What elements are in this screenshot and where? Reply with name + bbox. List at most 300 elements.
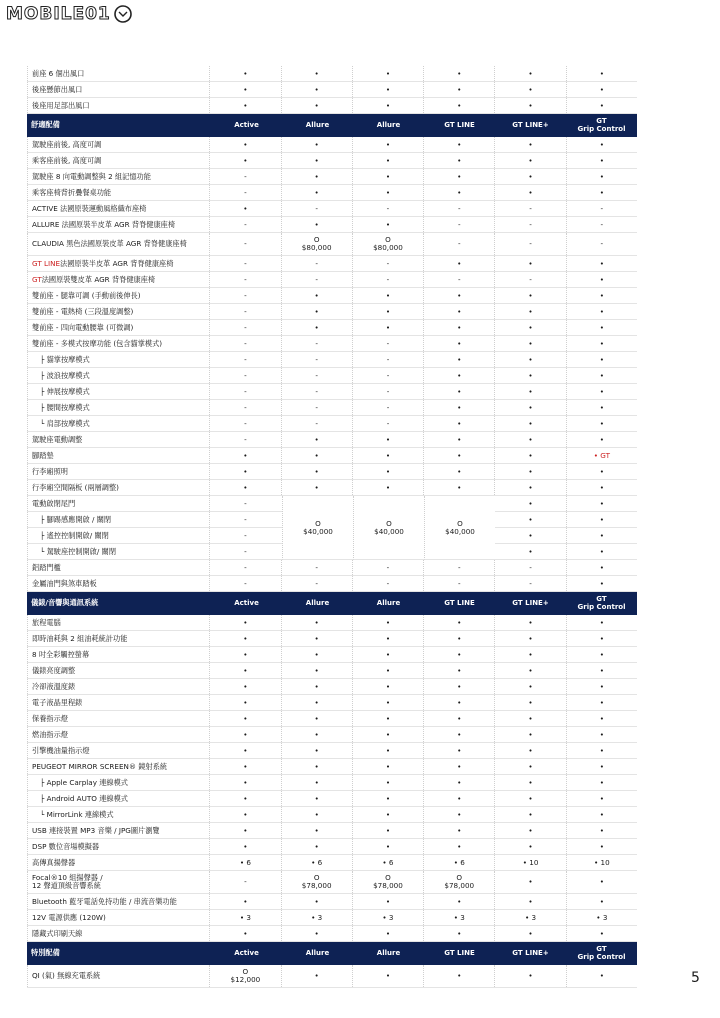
table-cell: • — [281, 288, 352, 303]
row-label — [27, 695, 209, 710]
table-cell: - — [209, 416, 280, 431]
table-cell: - — [281, 256, 352, 271]
row-label — [27, 631, 209, 646]
table-cell: • — [566, 352, 637, 367]
table-cell: • — [423, 839, 494, 854]
table-cell: • — [352, 320, 423, 335]
row-label — [27, 926, 209, 941]
table-cell: • — [352, 98, 423, 113]
table-row — [27, 464, 637, 480]
row-label-text: 隱藏式印刷天線 — [32, 928, 83, 938]
table-cell: - — [209, 432, 280, 447]
table-cell: • — [352, 217, 423, 232]
row-label-text: 後座懸節出風口 — [32, 84, 83, 94]
column-header: GT LINE+ — [512, 599, 549, 607]
page-number: 5 — [691, 970, 700, 986]
table-cell: • — [566, 775, 637, 790]
column-header: Allure — [376, 121, 401, 129]
row-label-text: 駕駛座前後, 高度可調 — [32, 139, 102, 149]
table-cell: • — [566, 512, 637, 527]
table-row — [27, 201, 637, 217]
table-cell: • — [566, 615, 637, 630]
table-cell: • GT — [566, 448, 637, 463]
table-cell: • — [423, 432, 494, 447]
table-cell: - — [494, 560, 565, 575]
row-label-text: 高傳真揚聲器 — [32, 857, 76, 867]
table-row — [27, 679, 637, 695]
table-cell: • — [494, 926, 565, 941]
row-label — [27, 98, 209, 113]
column-header: GT Grip Control — [577, 595, 626, 611]
table-cell: • — [566, 272, 637, 287]
table-cell: - — [209, 384, 280, 399]
table-cell: • — [566, 496, 637, 511]
row-label — [27, 201, 209, 216]
table-row — [27, 663, 637, 679]
table-row — [27, 400, 637, 416]
row-label-prefix: GT — [32, 274, 42, 284]
column-header: Active — [234, 599, 259, 607]
row-label-text: 8 吋全彩觸控螢幕 — [32, 649, 90, 659]
table-cell: • — [494, 647, 565, 662]
table-cell: • — [566, 256, 637, 271]
table-cell: • — [352, 480, 423, 495]
table-cell: • — [281, 663, 352, 678]
column-header: GT LINE — [444, 121, 475, 129]
table-cell: • — [352, 304, 423, 319]
table-cell: • — [352, 169, 423, 184]
table-cell: • — [423, 743, 494, 758]
table-cell: • — [281, 647, 352, 662]
table-cell: • — [566, 791, 637, 806]
table-cell: • — [494, 711, 565, 726]
table-cell: O $78,000 — [352, 871, 423, 893]
table-cell: - — [209, 272, 280, 287]
table-cell: • — [281, 153, 352, 168]
table-cell: • — [566, 759, 637, 774]
spec-table — [27, 66, 637, 988]
table-cell: • — [423, 823, 494, 838]
table-cell: • — [494, 320, 565, 335]
table-cell: • — [423, 384, 494, 399]
table-row — [27, 775, 637, 791]
table-row — [27, 871, 637, 894]
table-cell: - — [209, 304, 280, 319]
table-cell: - — [209, 185, 280, 200]
table-cell: • — [494, 66, 565, 81]
table-row — [27, 169, 637, 185]
row-label — [27, 169, 209, 184]
table-cell: • — [352, 759, 423, 774]
table-cell: • — [423, 894, 494, 909]
table-cell: - — [352, 576, 423, 591]
table-cell: • — [281, 217, 352, 232]
table-cell: - — [281, 368, 352, 383]
table-cell: • — [352, 663, 423, 678]
table-cell: • — [352, 288, 423, 303]
row-label-text: Bluetooth 藍牙電話免持功能 / 串流音樂功能 — [32, 896, 177, 906]
table-cell: • — [566, 807, 637, 822]
table-cell: • — [566, 528, 637, 543]
table-cell: • — [494, 185, 565, 200]
table-row — [27, 416, 637, 432]
row-label — [27, 448, 209, 463]
table-cell: • — [423, 256, 494, 271]
table-cell: • — [209, 727, 280, 742]
table-cell: • — [423, 791, 494, 806]
table-cell: - — [281, 352, 352, 367]
table-cell: • — [566, 544, 637, 559]
column-header: GT LINE — [444, 949, 475, 957]
row-label — [27, 791, 209, 806]
table-cell: O $78,000 — [281, 871, 352, 893]
row-label-text: 儀錶亮度調整 — [32, 665, 76, 675]
table-row — [27, 217, 637, 233]
table-cell: • — [423, 137, 494, 152]
table-cell: - — [281, 201, 352, 216]
section-header — [27, 592, 637, 615]
table-cell: • — [352, 823, 423, 838]
table-cell: • — [566, 727, 637, 742]
table-cell: • — [352, 695, 423, 710]
column-header: Allure — [376, 599, 401, 607]
table-cell: - — [281, 560, 352, 575]
table-cell: • — [209, 743, 280, 758]
row-label-text: 後座用足部出風口 — [32, 100, 90, 110]
table-cell: • — [494, 496, 565, 511]
row-label — [27, 464, 209, 479]
table-cell: • — [209, 807, 280, 822]
column-header: Allure — [305, 121, 330, 129]
table-cell: • — [566, 169, 637, 184]
table-cell: • — [494, 448, 565, 463]
table-cell: • — [209, 823, 280, 838]
row-label-text: ├ 貓掌按摩模式 — [40, 354, 90, 364]
table-cell: • — [209, 695, 280, 710]
table-row — [27, 448, 637, 464]
table-cell: • — [281, 320, 352, 335]
table-cell: • — [566, 894, 637, 909]
column-header: Allure — [305, 949, 330, 957]
table-cell: • — [423, 153, 494, 168]
table-row — [27, 615, 637, 631]
row-label — [27, 807, 209, 822]
row-label-text: 行李廂照明 — [32, 466, 68, 476]
row-label — [27, 432, 209, 447]
table-cell: - — [352, 256, 423, 271]
table-cell: • — [209, 759, 280, 774]
table-cell: • — [352, 82, 423, 97]
table-cell: • — [494, 807, 565, 822]
table-cell: - — [423, 576, 494, 591]
table-cell: • — [281, 894, 352, 909]
row-label — [27, 711, 209, 726]
table-cell: • 3 — [281, 910, 352, 925]
row-label — [27, 352, 209, 367]
table-row — [27, 256, 637, 272]
table-cell: • — [494, 871, 565, 893]
row-label — [27, 679, 209, 694]
row-label-text: 鋁踏門檻 — [32, 562, 61, 572]
table-cell: • — [281, 185, 352, 200]
table-cell: • — [494, 839, 565, 854]
table-row — [27, 894, 637, 910]
row-label — [27, 727, 209, 742]
row-label-text: ├ 遙控控制開啟/ 關閉 — [40, 530, 109, 540]
row-label-text: 雙前座 - 四向電動腰靠 (可微調) — [32, 322, 134, 332]
table-cell: • — [494, 512, 565, 527]
table-cell: • — [566, 926, 637, 941]
row-label-text: 金屬油門與煞車踏板 — [32, 578, 97, 588]
table-cell: • — [566, 663, 637, 678]
table-row — [27, 560, 637, 576]
column-header: GT LINE — [444, 599, 475, 607]
table-cell: • 10 — [494, 855, 565, 870]
row-label — [27, 839, 209, 854]
table-cell: • — [494, 695, 565, 710]
table-cell: • — [494, 615, 565, 630]
table-cell: • — [209, 663, 280, 678]
table-cell: • — [494, 663, 565, 678]
table-cell: - — [281, 416, 352, 431]
row-label-text: 腳踏墊 — [32, 450, 54, 460]
table-cell: • — [209, 82, 280, 97]
row-label — [27, 496, 209, 511]
table-cell: • — [281, 66, 352, 81]
table-cell: • — [352, 448, 423, 463]
merged-option-cell: O $40,000 — [424, 496, 495, 560]
table-cell: - — [209, 871, 280, 893]
table-cell: - — [281, 384, 352, 399]
table-cell: • — [566, 871, 637, 893]
table-cell: • — [423, 807, 494, 822]
table-cell: • — [494, 791, 565, 806]
table-cell: • 6 — [209, 855, 280, 870]
row-label-text: 前座 6 個出風口 — [32, 68, 85, 78]
table-cell: - — [352, 416, 423, 431]
row-label-text: DSP 數位音場模擬器 — [32, 841, 100, 851]
table-cell: • — [352, 679, 423, 694]
table-cell: • — [566, 66, 637, 81]
table-cell: • — [281, 615, 352, 630]
table-cell: - — [352, 272, 423, 287]
table-cell: • — [281, 743, 352, 758]
row-label-text: ├ 波浪按摩模式 — [40, 370, 90, 380]
table-cell: • — [494, 965, 565, 987]
table-cell: • — [423, 480, 494, 495]
table-cell: • — [209, 791, 280, 806]
table-cell: • — [209, 66, 280, 81]
table-row — [27, 807, 637, 823]
table-cell: • — [352, 66, 423, 81]
row-label-text: ├ 腳踢感應開啟 / 關閉 — [40, 514, 112, 524]
table-cell: • — [352, 791, 423, 806]
table-row — [27, 185, 637, 201]
table-cell: • — [423, 775, 494, 790]
table-cell: • — [281, 464, 352, 479]
table-cell: • — [566, 98, 637, 113]
table-row — [27, 137, 637, 153]
table-cell: • 10 — [566, 855, 637, 870]
row-label-text: └ 肩部按摩模式 — [40, 418, 90, 428]
row-label — [27, 512, 209, 527]
table-row — [27, 368, 637, 384]
row-label — [27, 775, 209, 790]
table-row — [27, 910, 637, 926]
table-cell: • — [352, 727, 423, 742]
table-cell: • — [566, 304, 637, 319]
table-cell: - — [281, 576, 352, 591]
table-cell: • — [209, 647, 280, 662]
table-cell: - — [494, 217, 565, 232]
table-cell: • — [352, 926, 423, 941]
table-cell: • — [423, 631, 494, 646]
table-cell: • — [281, 432, 352, 447]
table-cell: • — [494, 384, 565, 399]
table-cell: • — [566, 320, 637, 335]
table-cell: • — [281, 759, 352, 774]
table-cell: O $12,000 — [209, 965, 280, 987]
table-cell: • — [566, 400, 637, 415]
row-label-text: ├ 伸展按摩模式 — [40, 386, 90, 396]
table-row — [27, 727, 637, 743]
row-label-prefix: GT LINE — [32, 258, 61, 268]
table-cell: • — [494, 288, 565, 303]
table-cell: • — [494, 336, 565, 351]
table-cell: • — [494, 416, 565, 431]
row-label — [27, 400, 209, 415]
row-label — [27, 894, 209, 909]
table-cell: • — [209, 201, 280, 216]
table-cell: - — [423, 217, 494, 232]
table-cell: • — [352, 153, 423, 168]
table-cell: • — [281, 791, 352, 806]
row-label — [27, 416, 209, 431]
row-label — [27, 576, 209, 591]
row-label — [27, 560, 209, 575]
row-label — [27, 153, 209, 168]
row-label — [27, 528, 209, 543]
table-cell: • — [494, 256, 565, 271]
table-cell: • — [423, 711, 494, 726]
table-cell: • — [423, 304, 494, 319]
table-cell: • — [281, 304, 352, 319]
table-cell: • — [566, 823, 637, 838]
table-cell: • — [566, 368, 637, 383]
row-label — [27, 663, 209, 678]
table-cell: • — [423, 448, 494, 463]
row-label-text: QI (氣) 無線充電系統 — [32, 971, 101, 980]
table-cell: • — [423, 82, 494, 97]
row-label-text: 引擎機油量指示燈 — [32, 745, 90, 755]
table-cell: • — [566, 384, 637, 399]
table-row — [27, 759, 637, 775]
table-cell: • — [281, 631, 352, 646]
section-header — [27, 114, 637, 137]
table-cell: - — [352, 560, 423, 575]
table-cell: - — [352, 352, 423, 367]
table-cell: - — [209, 288, 280, 303]
row-label-text: └ 駕駛座控制開啟/ 關閉 — [40, 546, 117, 556]
table-cell: • — [566, 679, 637, 694]
table-cell: • — [352, 647, 423, 662]
table-cell: • — [566, 336, 637, 351]
table-cell: - — [209, 512, 280, 527]
row-label-text: 法國原裝半皮革 AGR 背脊健康座椅 — [60, 258, 174, 268]
table-cell: - — [209, 528, 280, 543]
table-cell: • — [352, 711, 423, 726]
table-cell: • — [423, 464, 494, 479]
table-cell: • — [281, 82, 352, 97]
table-cell: • — [281, 480, 352, 495]
table-row — [27, 965, 637, 988]
row-label-text: USB 連接裝置 MP3 音樂 / JPG圖片瀏覽 — [32, 825, 160, 835]
table-cell: • — [494, 679, 565, 694]
row-label-text: ACTIVE 法國原裝運動風格織布座椅 — [32, 203, 147, 213]
row-label-text: 12V 電源供應 (120W) — [32, 912, 106, 922]
column-header: Allure — [305, 599, 330, 607]
table-cell: • — [281, 807, 352, 822]
table-row — [27, 98, 637, 114]
row-label — [27, 272, 209, 287]
table-cell: - — [494, 576, 565, 591]
table-cell: • — [352, 965, 423, 987]
table-cell: • — [423, 169, 494, 184]
table-cell: • 6 — [281, 855, 352, 870]
table-cell: • — [352, 185, 423, 200]
table-cell: • — [209, 631, 280, 646]
table-cell: • — [566, 432, 637, 447]
table-cell: • — [423, 352, 494, 367]
table-cell: • — [281, 137, 352, 152]
table-cell: • — [494, 432, 565, 447]
table-cell: • — [566, 82, 637, 97]
table-cell: • — [281, 775, 352, 790]
table-cell: • — [566, 631, 637, 646]
mobile01-logo[interactable] — [6, 3, 133, 25]
table-cell: • — [209, 926, 280, 941]
table-cell: - — [209, 233, 280, 255]
table-cell: • — [209, 839, 280, 854]
table-cell: - — [423, 233, 494, 255]
row-label — [27, 368, 209, 383]
table-cell: • — [209, 153, 280, 168]
table-cell: • — [566, 965, 637, 987]
table-row — [27, 288, 637, 304]
column-header: GT Grip Control — [577, 117, 626, 133]
row-label-text: ├ Apple Carplay 連線模式 — [40, 777, 128, 787]
table-cell: • — [494, 480, 565, 495]
table-cell: • — [494, 631, 565, 646]
row-label — [27, 910, 209, 925]
table-cell: • — [494, 368, 565, 383]
row-label — [27, 384, 209, 399]
table-row — [27, 82, 637, 98]
table-cell: • — [209, 137, 280, 152]
table-row — [27, 480, 637, 496]
table-row — [27, 336, 637, 352]
table-cell: • — [566, 153, 637, 168]
table-row — [27, 320, 637, 336]
table-cell: • — [209, 480, 280, 495]
table-cell: • — [281, 98, 352, 113]
table-row — [27, 576, 637, 592]
column-header: GT LINE+ — [512, 121, 549, 129]
row-label — [27, 137, 209, 152]
row-label-text: 雙前座 - 腿靠可調 (手動前後伸長) — [32, 290, 141, 300]
table-cell: • — [209, 615, 280, 630]
row-label — [27, 759, 209, 774]
